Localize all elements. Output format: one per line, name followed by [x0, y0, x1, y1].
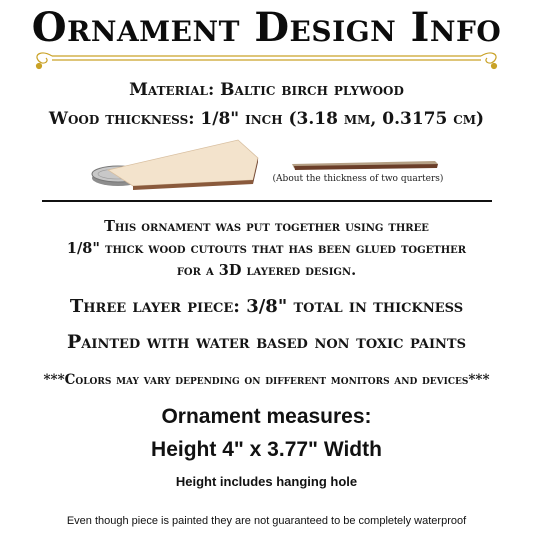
section-divider	[42, 200, 492, 202]
description-line-3: for a 3D layered design.	[176, 262, 357, 279]
layered-description	[0, 216, 533, 282]
material-line: Material: Baltic birch plywood	[129, 80, 404, 100]
description-line-1: This ornament was put together using three	[104, 218, 429, 235]
measures-title: Ornament measures:	[161, 405, 372, 428]
wood-thickness-line: Wood thickness: 1/8" inch (3.18 mm, 0.3175 cm)	[48, 109, 485, 129]
photo-caption: (About the thickness of two quarters)	[272, 174, 444, 184]
waterproof-note: Even though piece is painted they are not guaranteed to be completely waterproof	[66, 515, 467, 527]
page-title: Ornament Design Info	[31, 4, 502, 51]
wood-edge-photo	[290, 158, 440, 172]
measures-value: Height 4" x 3.77" Width	[151, 438, 382, 461]
paint-note: Painted with water based non toxic paints	[66, 331, 466, 353]
wood-cutout-photo	[88, 136, 263, 194]
hanging-hole-note: Height includes hanging hole	[175, 474, 358, 489]
description-line-2: 1/8" thick wood cutouts that has been glued together	[66, 240, 467, 257]
three-layer-line: Three layer piece: 3/8" total in thickness	[69, 296, 464, 317]
colors-note: ***Colors may vary depending on different monitors and devices***	[43, 372, 490, 388]
ornate-divider	[30, 48, 503, 72]
